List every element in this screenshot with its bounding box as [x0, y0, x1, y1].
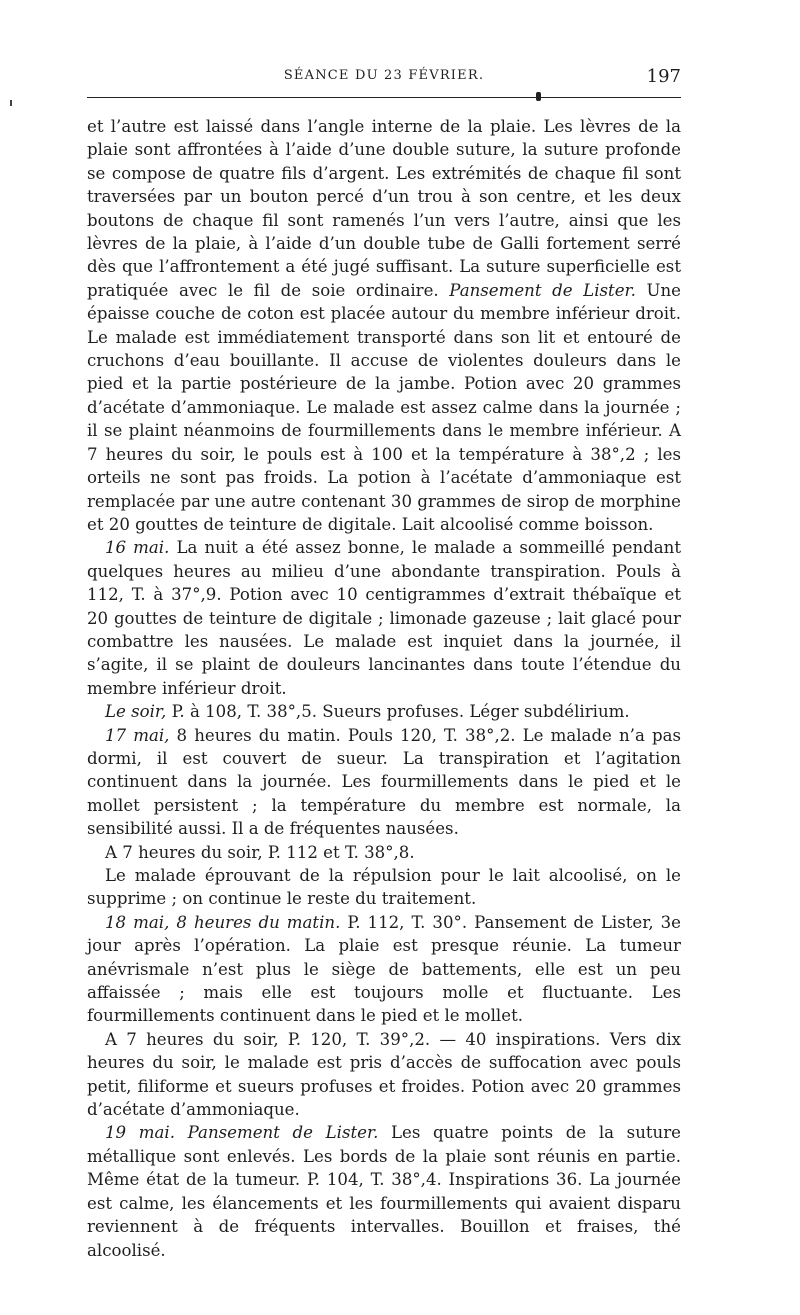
paragraph-7-text: P. 112, T. 30°. Pansement de Lister, 3e jour après l’opération. La plaie est presque réunie. La tumeur anévrismale n’est plus le siège de battements, elle est un peu affaissée ; mais elle est toujours molle et fluctuante. Les fourmillements continuent dans le pied et le mollet. — [87, 912, 681, 1026]
rule-ornament — [536, 92, 541, 101]
paragraph-6-text: Le malade éprouvant de la répulsion pour le lait alcoolisé, on le supprime ; on continue le reste du traitement. — [87, 866, 681, 909]
paragraph-8-text: A 7 heures du soir, P. 120, T. 39°,2. — 40 inspirations. Vers dix heures du soir, le malade est pris d’accès de suffocation avec pouls petit, filiforme et sueurs profuses et froides. Potion avec 20 grammes d’acétate d’ammoniaque. — [87, 1029, 681, 1120]
paragraph-4-text: 8 heures du matin. Pouls 120, T. 38°,2. Le malade n’a pas dormi, il est couvert de sueur. La transpiration et l’agitation continuent dans la journée. Les fourmillements dans le pied et le mollet persistent ; la température du membre est normale, la sensibilité aussi. Il a de fréquentes nausées. — [87, 725, 681, 839]
header-rule — [87, 97, 681, 98]
paragraph-2-date: 16 mai. — [105, 538, 170, 558]
paragraph-8 — [87, 1028, 681, 1122]
paragraph-7 — [87, 911, 681, 1028]
running-header — [87, 66, 681, 88]
ink-speck — [10, 100, 12, 106]
paragraph-4-date: 17 mai, — [105, 725, 170, 745]
body-text — [87, 115, 681, 1262]
paragraph-1 — [87, 115, 681, 536]
paragraph-5-text: A 7 heures du soir, P. 112 et T. 38°,8. — [105, 842, 415, 862]
paragraph-9 — [87, 1121, 681, 1261]
paragraph-5 — [87, 841, 681, 864]
paragraph-2-text: La nuit a été assez bonne, le malade a sommeillé pendant quelques heures au milieu d’une abondante transpiration. Pouls à 112, T. à 37°,9. Potion avec 10 centigrammes d’extrait thébaïque et 20 gouttes de teinture de digitale ; limonade gazeuse ; lait glacé pour combattre les nausées. Le malade est inquiet dans la journée, il s’agite, il se plaint de douleurs lancinantes dans toute l’étendue du membre inférieur droit. — [87, 538, 682, 698]
paragraph-9-text: Les quatre points de la suture métallique sont enlevés. Les bords de la plaie sont réunis en partie. Même état de la tumeur. P. 104, T. 38°,4. Inspirations 36. La journée est calme, les élancements et les fourmillements qui avaient disparu reviennent à de fréquents intervalles. Bouillon et fraises, thé alcoolisé. — [87, 1123, 681, 1260]
paragraph-9-date: 19 mai. — [105, 1123, 175, 1143]
paragraph-7-date: 18 mai, 8 heures du matin. — [105, 912, 341, 932]
running-title: SÉANCE DU 23 FÉVRIER. — [283, 68, 485, 83]
paragraph-3-date: Le soir, — [105, 702, 167, 722]
paragraph-4 — [87, 724, 681, 841]
paragraph-1-rest: Une épaisse couche de coton est placée autour du membre inférieur droit. Le malade est immédiatement transporté dans son lit et entouré de cruchons d’eau bouillante. Il accuse de violentes douleurs dans le pied et la partie postérieure de la jambe. Potion avec 20 grammes d’acétate d’ammoniaque. Le malade est assez calme dans la journée ; il se plaint néanmoins de fourmillements dans le membre inférieur. A 7 heures du soir, le pouls est à 100 et la température à 38°,2 ; les orteils ne sont pas froids. La potion à l’acétate d’ammoniaque est remplacée par une autre contenant 30 grammes de sirop de morphine et 20 gouttes de teinture de digitale. Lait alcoolisé comme boisson. — [87, 280, 682, 534]
paragraph-2 — [87, 536, 681, 700]
paragraph-1-text: et l’autre est laissé dans l’angle interne de la plaie. Les lèvres de la plaie sont affrontées à l’aide d’une double suture, la suture profonde se compose de quatre fils d’argent. Les extrémités de chaque fil sont traversées par un bouton percé d’un trou à son centre, et les deux boutons de chaque fil sont ramenés l’un vers l’autre, ainsi que les lèvres de la plaie, à l’aide d’un double tube de Galli fortement serré dès que l’affrontement a été jugé suffisant. La suture superficielle est pratiquée avec le fil de soie ordinaire. — [87, 117, 681, 300]
paragraph-3-text: P. à 108, T. 38°,5. Sueurs profuses. Léger subdélirium. — [171, 702, 630, 722]
paragraph-3 — [87, 700, 681, 723]
paragraph-1-italic: Pansement de Lister. — [449, 280, 636, 300]
paragraph-6 — [87, 864, 681, 911]
page-number: 197 — [646, 66, 681, 87]
paragraph-9-italic: Pansement de Lister. — [187, 1123, 379, 1143]
